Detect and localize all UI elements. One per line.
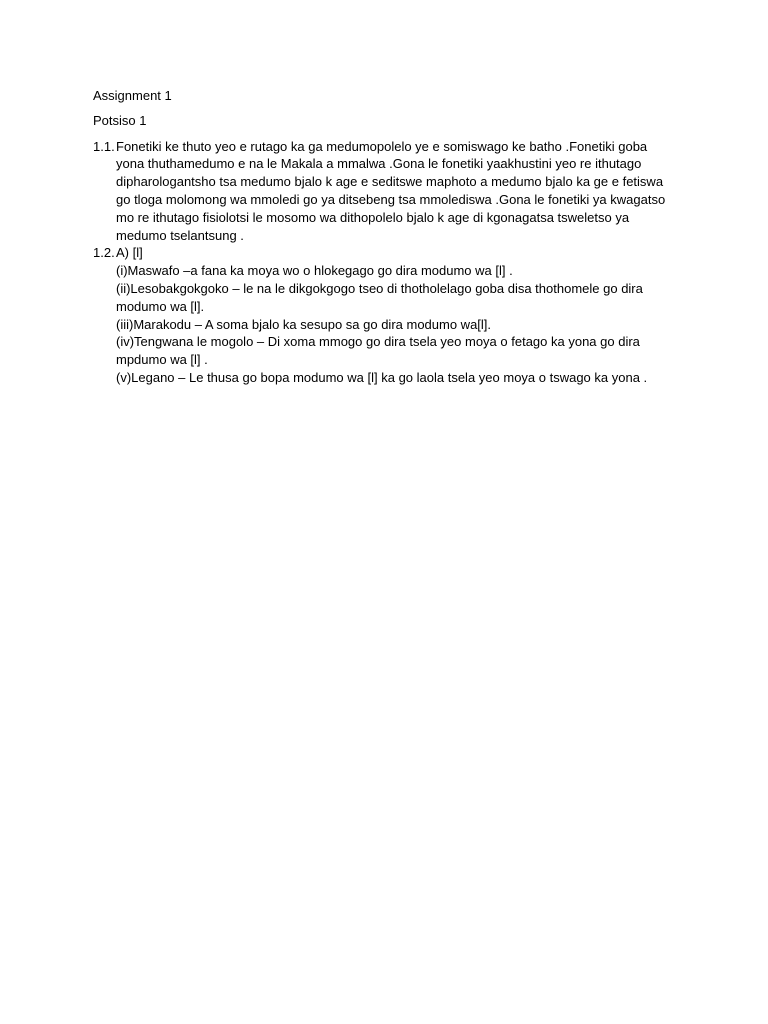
text-line: modumo wa [l]. xyxy=(116,298,205,314)
text-line: medumo tselantsung . xyxy=(116,227,244,243)
text-line: (iii)Marakodu – A soma bjalo ka sesupo sa go dira modumo wa[l]. xyxy=(116,316,492,332)
item-number: 1.2. xyxy=(93,245,115,261)
text-line: mpdumo wa [l] . xyxy=(116,352,208,368)
text-line: mo re ithutago fisiolotsi le mosomo wa dithopolelo bjalo k age di kgonagatsa tsweletso ya xyxy=(116,209,630,225)
text-line: Fonetiki ke thuto yeo e rutago ka ga medumopolelo ye e somiswago ke batho .Fonetiki goba xyxy=(116,138,648,154)
text-line: go tloga molomong wa mmoledi go ya ditsebeng tsa mmolediswa .Gona le fonetiki ya kwagatso xyxy=(116,191,666,207)
text-line: (v)Legano – Le thusa go bopa modumo wa [l] ka go laola tsela yeo moya o tswago ka yona . xyxy=(116,369,648,385)
item-body xyxy=(116,138,683,245)
item-number: 1.1. xyxy=(93,138,115,154)
document-content xyxy=(93,87,683,387)
question-heading: Potsiso 1 xyxy=(93,112,147,128)
assignment-title: Assignment 1 xyxy=(93,88,172,103)
text-line: yona thuthamedumo e na le Makala a mmalwa .Gona le fonetiki yaakhustini yeo re ithutago xyxy=(116,156,642,172)
text-line: A) [l] xyxy=(116,245,143,261)
text-line: (ii)Lesobakgokgoko – le na le dikgokgogo tseo di thotholelago goba disa thothomele go dira xyxy=(116,280,643,296)
item-body xyxy=(116,244,683,386)
numbered-item-1-1 xyxy=(93,138,683,245)
numbered-item-1-2 xyxy=(93,244,683,386)
text-line: (iv)Tengwana le mogolo – Di xoma mmogo go dira tsela yeo moya o fetago ka yona go dira xyxy=(116,334,640,350)
text-line: dipharologantsho tsa medumo bjalo k age e seditswe maphoto a medumo bjalo ka ge e fetiswa xyxy=(116,174,664,190)
text-line: (i)Maswafo –a fana ka moya wo o hlokegago go dira modumo wa [l] . xyxy=(116,263,513,279)
